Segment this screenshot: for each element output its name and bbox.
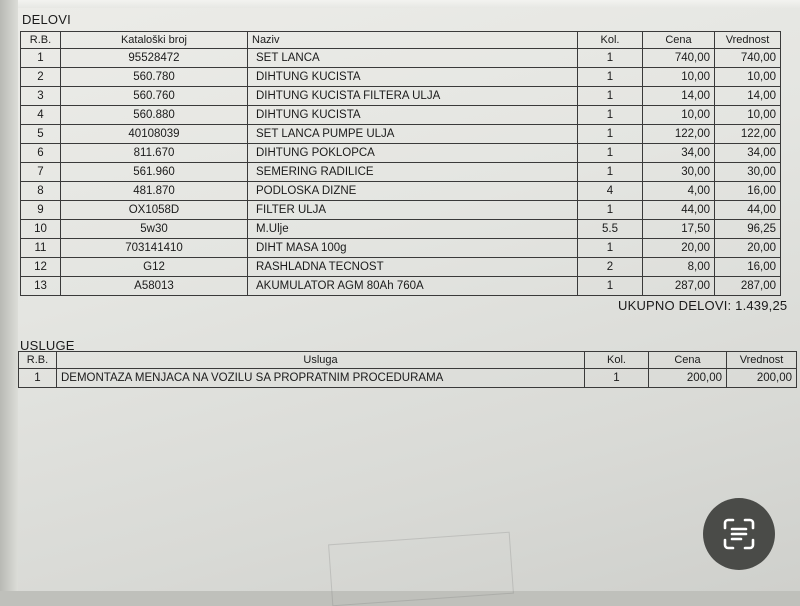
part-name: FILTER ULJA [248, 201, 578, 220]
table-row [21, 68, 781, 87]
quantity: 1 [578, 144, 643, 163]
part-name: SET LANCA [248, 49, 578, 68]
quantity: 1 [578, 87, 643, 106]
catalog-number: 560.880 [61, 106, 248, 125]
catalog-number: 560.760 [61, 87, 248, 106]
part-name: DIHTUNG KUCISTA [248, 68, 578, 87]
table-row [21, 49, 781, 68]
table-row [21, 125, 781, 144]
table-row [21, 144, 781, 163]
table-row [21, 87, 781, 106]
table-row [21, 258, 781, 277]
price: 287,00 [643, 277, 715, 296]
part-name: SET LANCA PUMPE ULJA [248, 125, 578, 144]
price: 14,00 [643, 87, 715, 106]
header-value: Vrednost [715, 32, 781, 49]
value: 10,00 [715, 106, 781, 125]
services-table [18, 351, 797, 388]
catalog-number: 481.870 [61, 182, 248, 201]
value: 740,00 [715, 49, 781, 68]
price: 122,00 [643, 125, 715, 144]
quantity: 5.5 [578, 220, 643, 239]
quantity: 1 [578, 239, 643, 258]
table-row [21, 201, 781, 220]
row-number: 10 [21, 220, 61, 239]
row-number: 3 [21, 87, 61, 106]
parts-header-row [21, 32, 781, 49]
catalog-number: 40108039 [61, 125, 248, 144]
header-value: Vrednost [727, 352, 797, 369]
price: 30,00 [643, 163, 715, 182]
row-number: 1 [19, 369, 57, 388]
row-number: 5 [21, 125, 61, 144]
header-quantity: Kol. [578, 32, 643, 49]
price: 740,00 [643, 49, 715, 68]
price: 4,00 [643, 182, 715, 201]
quantity: 1 [578, 163, 643, 182]
row-number: 1 [21, 49, 61, 68]
services-header-row [19, 352, 797, 369]
header-name: Naziv [248, 32, 578, 49]
catalog-number: 561.960 [61, 163, 248, 182]
paper-fold-shadow [0, 0, 18, 591]
part-name: PODLOSKA DIZNE [248, 182, 578, 201]
stamp-mark [328, 532, 514, 606]
value: 122,00 [715, 125, 781, 144]
catalog-number: G12 [61, 258, 248, 277]
table-row [21, 220, 781, 239]
row-number: 11 [21, 239, 61, 258]
row-number: 6 [21, 144, 61, 163]
part-name: DIHTUNG POKLOPCA [248, 144, 578, 163]
value: 34,00 [715, 144, 781, 163]
quantity: 1 [578, 106, 643, 125]
price: 44,00 [643, 201, 715, 220]
parts-table [20, 31, 781, 296]
header-service: Usluga [57, 352, 585, 369]
quantity: 4 [578, 182, 643, 201]
row-number: 9 [21, 201, 61, 220]
part-name: DIHTUNG KUCISTA FILTERA ULJA [248, 87, 578, 106]
table-row [21, 239, 781, 258]
quantity: 2 [578, 258, 643, 277]
row-number: 4 [21, 106, 61, 125]
header-rb: R.B. [19, 352, 57, 369]
quantity: 1 [578, 68, 643, 87]
catalog-number: 95528472 [61, 49, 248, 68]
catalog-number: OX1058D [61, 201, 248, 220]
usluge-title: USLUGE [20, 338, 75, 353]
quantity: 1 [578, 125, 643, 144]
price: 10,00 [643, 106, 715, 125]
row-number: 12 [21, 258, 61, 277]
quantity: 1 [578, 277, 643, 296]
value: 20,00 [715, 239, 781, 258]
catalog-number: 703141410 [61, 239, 248, 258]
catalog-number: A58013 [61, 277, 248, 296]
row-number: 8 [21, 182, 61, 201]
table-row [21, 163, 781, 182]
part-name: SEMERING RADILICE [248, 163, 578, 182]
row-number: 13 [21, 277, 61, 296]
value: 16,00 [715, 258, 781, 277]
table-row [21, 277, 781, 296]
part-name: AKUMULATOR AGM 80Ah 760A [248, 277, 578, 296]
part-name: RASHLADNA TECNOST [248, 258, 578, 277]
text-scan-button[interactable] [703, 498, 775, 570]
part-name: M.Ulje [248, 220, 578, 239]
value: 14,00 [715, 87, 781, 106]
price: 10,00 [643, 68, 715, 87]
quantity: 1 [578, 49, 643, 68]
delovi-title: DELOVI [22, 12, 71, 27]
catalog-number: 560.780 [61, 68, 248, 87]
price: 17,50 [643, 220, 715, 239]
value: 16,00 [715, 182, 781, 201]
value: 30,00 [715, 163, 781, 182]
catalog-number: 811.670 [61, 144, 248, 163]
value: 200,00 [727, 369, 797, 388]
part-name: DIHTUNG KUCISTA [248, 106, 578, 125]
row-number: 2 [21, 68, 61, 87]
parts-total: UKUPNO DELOVI: 1.439,25 [618, 298, 788, 313]
value: 44,00 [715, 201, 781, 220]
header-price: Cena [643, 32, 715, 49]
table-row [21, 182, 781, 201]
row-number: 7 [21, 163, 61, 182]
part-name: DIHT MASA 100g [248, 239, 578, 258]
table-row [19, 369, 797, 388]
header-quantity: Kol. [585, 352, 649, 369]
service-name: DEMONTAZA MENJACA NA VOZILU SA PROPRATNIM PROCEDURAMA [57, 369, 585, 388]
value: 96,25 [715, 220, 781, 239]
catalog-number: 5w30 [61, 220, 248, 239]
price: 200,00 [649, 369, 727, 388]
table-row [21, 106, 781, 125]
value: 287,00 [715, 277, 781, 296]
header-price: Cena [649, 352, 727, 369]
price: 8,00 [643, 258, 715, 277]
header-catalog-number: Kataloški broj [61, 32, 248, 49]
value: 10,00 [715, 68, 781, 87]
paper-top-edge [0, 0, 800, 8]
text-scan-icon [721, 516, 757, 552]
quantity: 1 [585, 369, 649, 388]
price: 34,00 [643, 144, 715, 163]
header-rb: R.B. [21, 32, 61, 49]
price: 20,00 [643, 239, 715, 258]
quantity: 1 [578, 201, 643, 220]
